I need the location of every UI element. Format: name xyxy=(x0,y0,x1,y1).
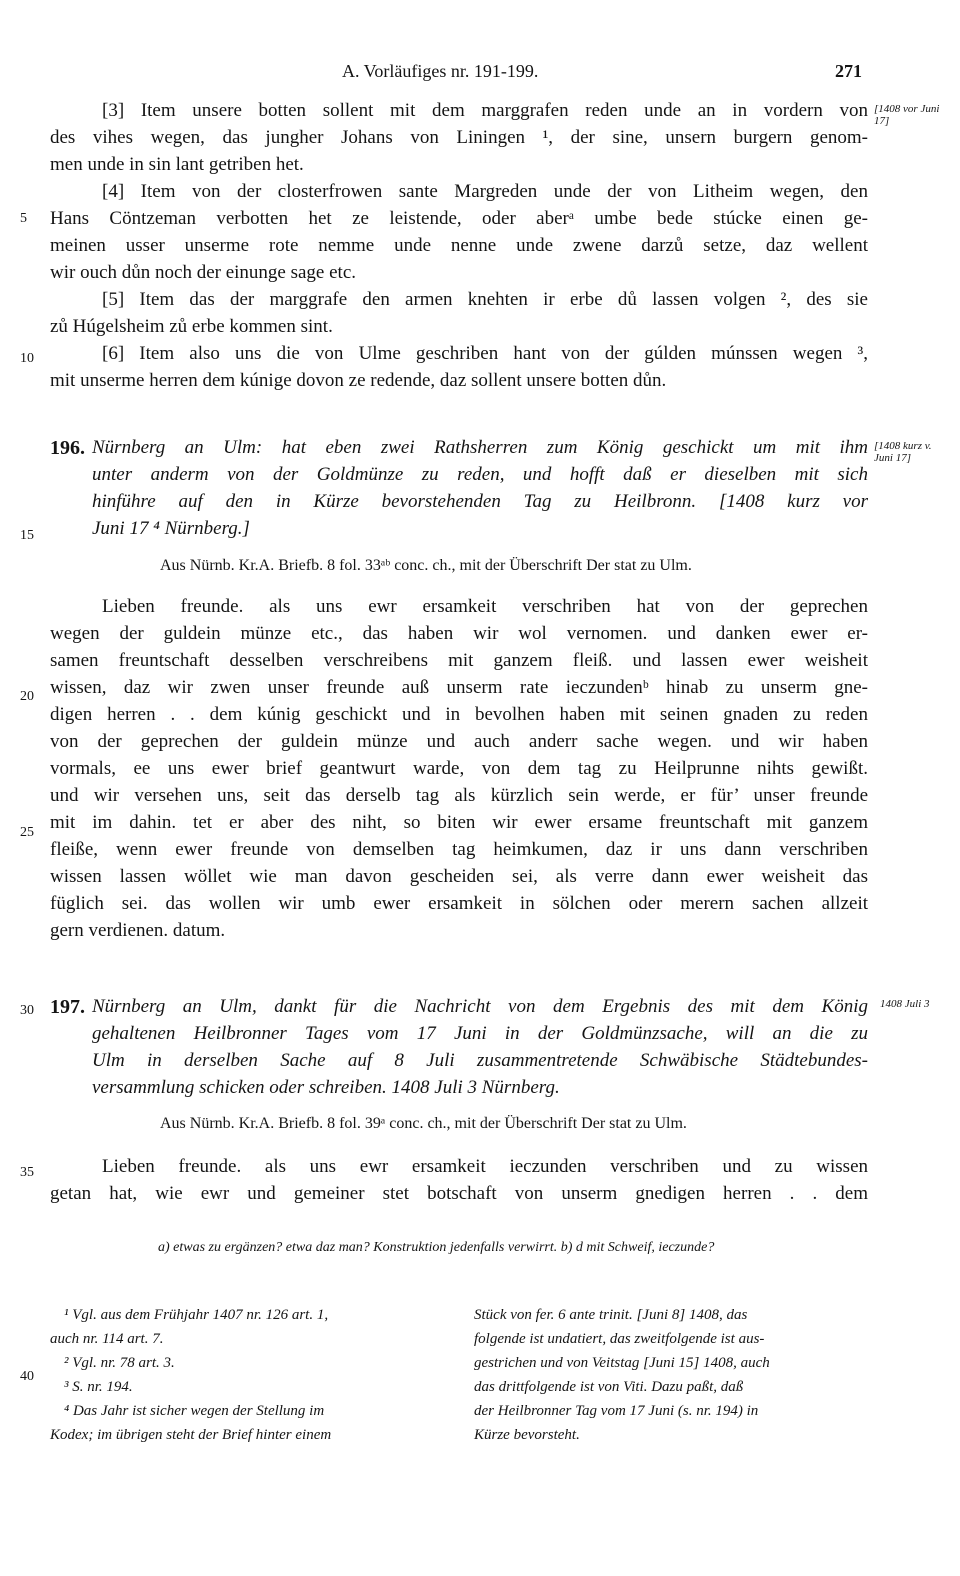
entry-summary-line: Ulm in derselben Sache auf 8 Juli zusammentretende Schwäbische Städtebundes- xyxy=(92,1050,868,1071)
line-number: 20 xyxy=(20,689,34,704)
footnote-line: ³ S. nr. 194. xyxy=(64,1379,133,1395)
body-line: füglich sei. das wollen wir umb ewer ersamkeit in sölchen oder merern sachen allzeit xyxy=(50,893,868,914)
entry-summary-line: Nürnberg an Ulm, dankt für die Nachricht von dem Ergebnis des mit dem König xyxy=(92,996,868,1017)
footnote-line: der Heilbronner Tag vom 17 Juni (s. nr. 194) in xyxy=(474,1403,759,1419)
entry-summary-line: Nürnberg an Ulm: hat eben zwei Rathsherren zum König geschickt um mit ihm xyxy=(92,437,868,458)
entry-summary-line: Juni 17 ⁴ Nürnberg.] xyxy=(92,518,250,539)
entry-summary-line: versammlung schicken oder schreiben. 1408 Juli 3 Nürnberg. xyxy=(92,1077,560,1098)
body-line: meinen usser unserme rote nemme unde nenne unde zwene darzů setze, daz wellent xyxy=(50,235,868,256)
entry-summary-line: hinführe auf den in Kürze bevorstehenden Tag zu Heilbronn. [1408 kurz vor xyxy=(92,491,868,512)
critical-notes: a) etwas zu ergänzen? etwa daz man? Konstruktion jedenfalls verwirrt. b) d mit Schweif, ieczunde? xyxy=(158,1240,715,1255)
body-line: [4] Item von der closterfrowen sante Margreden unde der von Litheim wegen, den xyxy=(102,181,868,202)
line-number: 5 xyxy=(20,211,27,226)
footnote-line: gestrichen und von Veitstag [Juni 15] 1408, auch xyxy=(474,1355,770,1371)
body-line: gern verdienen. datum. xyxy=(50,920,226,941)
source-line: Aus Nürnb. Kr.A. Briefb. 8 fol. 33ᵃᵇ conc. ch., mit der Überschrift Der stat zu Ulm. xyxy=(160,557,692,574)
body-line: des vihes wegen, das jungher Johans von Liningen ¹, der sine, unsern burgern genom- xyxy=(50,127,868,148)
body-line: zů Húgelsheim zů erbe kommen sint. xyxy=(50,316,333,337)
running-title: A. Vorläufiges nr. 191-199. xyxy=(342,61,539,81)
body-line: [5] Item das der marggrafe den armen knehten ir erbe dů lassen volgen ², des sie xyxy=(102,289,868,310)
body-line: fleiße, wenn ewer freunde von demselben tag heimkumen, daz ir uns dann verschriben xyxy=(50,839,868,860)
body-line: und wir versehen uns, seit das derselb tag als kürzlich sein werde, er für’ unser freunde xyxy=(50,785,868,806)
line-number: 10 xyxy=(20,351,34,366)
line-number: 30 xyxy=(20,1003,34,1018)
footnote-line: folgende ist undatiert, das zweitfolgende ist aus- xyxy=(474,1331,765,1347)
body-line: wegen der guldein münze etc., das haben wir wol vernomen. und danken ewer er- xyxy=(50,623,868,644)
footnote-line: ⁴ Das Jahr ist sicher wegen der Stellung im xyxy=(64,1403,325,1419)
entry-summary-line: gehaltenen Heilbronner Tages vom 17 Juni in der Goldmünzsache, will an die zu xyxy=(92,1023,868,1044)
margin-date-3: 1408 Juli 3 xyxy=(880,998,930,1010)
footnote-line: Stück von fer. 6 ante trinit. [Juni 8] 1408, das xyxy=(474,1307,748,1323)
body-line: mit unserme herren dem kúnige dovon ze redende, daz sollent unsere botten důn. xyxy=(50,370,667,391)
line-number: 25 xyxy=(20,825,34,840)
entry-number: 197. xyxy=(50,996,85,1018)
footnote-line: ¹ Vgl. aus dem Frühjahr 1407 nr. 126 art. 1, xyxy=(64,1307,329,1323)
entry-summary-line: unter anderm von der Goldmünze zu reden, und hofft daß er dieselben mit sich xyxy=(92,464,868,485)
body-line: wissen lassen wöllet wie man davon gescheiden sei, als verre dann ewer weisheit das xyxy=(50,866,868,887)
footnote-line: Kürze bevorsteht. xyxy=(474,1427,580,1443)
body-line: von der geprechen der guldein münze und auch anderr sache wegen. und wir haben xyxy=(50,731,868,752)
page-number: 271 xyxy=(835,61,862,81)
line-number: 35 xyxy=(20,1165,34,1180)
source-line: Aus Nürnb. Kr.A. Briefb. 8 fol. 39ᵃ conc. ch., mit der Überschrift Der stat zu Ulm. xyxy=(160,1115,687,1132)
body-line: Lieben freunde. als uns ewr ersamkeit verschriben hat von der geprechen xyxy=(102,596,868,617)
body-line: wissen, daz wir zwen unser freunde auß unserm rate ieczundenᵇ hinab zu unserm gne- xyxy=(50,677,868,698)
body-line: wir ouch důn noch der einunge sage etc. xyxy=(50,262,357,283)
body-line: Lieben freunde. als uns ewr ersamkeit ieczunden verschriben und zu wissen xyxy=(102,1156,868,1177)
footnote-line: das drittfolgende ist von Viti. Dazu paßt, daß xyxy=(474,1379,744,1395)
body-line: mit im dahin. tet er aber des niht, so biten wir ewer ersame freuntschaft mit ganzem xyxy=(50,812,868,833)
body-line: Hans Cöntzeman verbotten het ze leistende, oder aberᵃ umbe bede stúcke einen ge- xyxy=(50,208,868,229)
body-line: men unde in sin lant getriben het. xyxy=(50,154,304,175)
footnote-line: Kodex; im übrigen steht der Brief hinter einem xyxy=(50,1427,332,1443)
body-line: [3] Item unsere botten sollent mit dem marggrafen reden unde an in vordern von xyxy=(102,100,868,121)
footnote-line: auch nr. 114 art. 7. xyxy=(50,1331,164,1347)
footnote-line: ² Vgl. nr. 78 art. 3. xyxy=(64,1355,175,1371)
line-number: 40 xyxy=(20,1369,34,1384)
line-number: 15 xyxy=(20,528,34,543)
entry-number: 196. xyxy=(50,437,85,459)
margin-date-1: [1408 vor Juni 17] xyxy=(874,103,940,127)
body-line: vormals, ee uns ewer brief geantwurt warde, von dem tag zu Heilprunne nihts gewißt. xyxy=(50,758,868,779)
body-line: [6] Item also uns die von Ulme geschriben hant von der gúlden múnssen wegen ³, xyxy=(102,343,868,364)
margin-date-2: [1408 kurz v. Juni 17] xyxy=(874,440,932,464)
body-line: digen herren . . dem kúnig geschickt und in bevolhen haben mit seinen gnaden zu reden xyxy=(50,704,868,725)
body-line: getan hat, wie ewr und gemeiner stet botschaft von unserm gnedigen herren . . dem xyxy=(50,1183,868,1204)
body-line: samen freuntschaft desselben verschreibens mit ganzem fleiß. und lassen ewer weisheit xyxy=(50,650,868,671)
